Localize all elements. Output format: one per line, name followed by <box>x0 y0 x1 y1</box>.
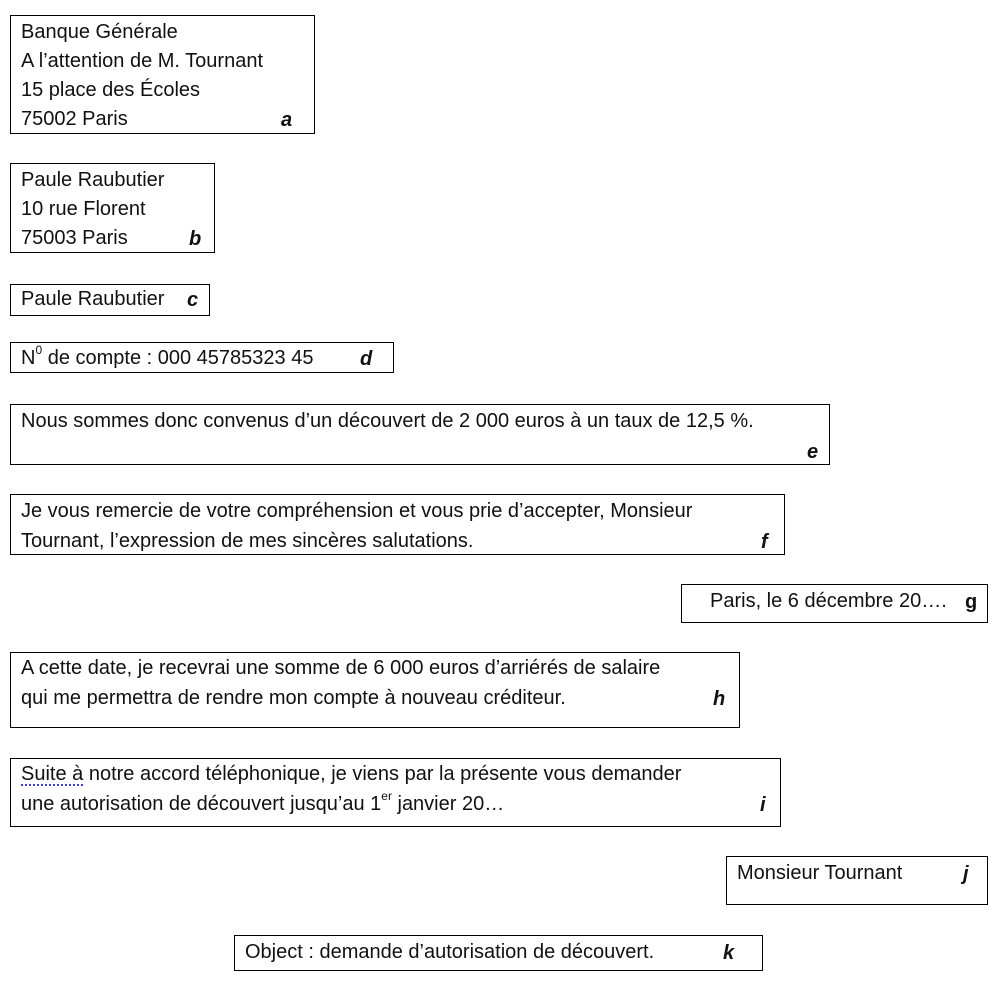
box-tag-g: g <box>965 591 978 613</box>
box-tag-h: h <box>713 688 726 710</box>
request-line-1 <box>21 762 681 786</box>
sender-address-box <box>10 163 215 253</box>
subject-text: Object : demande d’autorisation de découvert. <box>245 941 655 963</box>
salutation-text: Monsieur Tournant <box>737 862 903 884</box>
request-line-2-post: janvier 20… <box>391 793 505 815</box>
request-line-2 <box>21 789 505 816</box>
account-number <box>21 343 314 370</box>
salary-arrears-box <box>10 652 740 728</box>
box-tag-b: b <box>189 228 202 250</box>
request-line-2-pre: une autorisation de découvert jusqu’au 1 <box>21 793 382 815</box>
recipient-line-1: Banque Générale <box>21 21 178 43</box>
closing-formula-box <box>10 494 785 555</box>
sender-line-3: 75003 Paris <box>21 227 128 249</box>
box-tag-c: c <box>187 289 199 311</box>
subject-box <box>234 935 763 971</box>
request-line-2-superscript: er <box>381 789 392 804</box>
signature-name: Paule Raubutier <box>21 288 165 310</box>
box-tag-a: a <box>281 109 293 131</box>
box-tag-i: i <box>760 794 766 816</box>
recipient-line-4: 75002 Paris <box>21 108 128 130</box>
closing-line-2: Tournant, l’expression de mes sincères salutations. <box>21 530 474 552</box>
sender-line-2: 10 rue Florent <box>21 198 146 220</box>
box-tag-j: j <box>963 863 969 885</box>
salutation-box <box>726 856 988 905</box>
box-tag-f: f <box>761 531 768 553</box>
account-n-superscript: 0 <box>35 343 43 358</box>
account-number-text: de compte : 000 45785323 45 <box>42 347 314 369</box>
recipient-line-3: 15 place des Écoles <box>21 79 201 101</box>
arrears-line-2: qui me permettra de rendre mon compte à nouveau créditeur. <box>21 687 566 709</box>
spellcheck-underlined-text: Suite à <box>21 763 84 785</box>
request-line-1-rest: notre accord téléphonique, je viens par la présente vous demander <box>83 763 682 785</box>
box-tag-d: d <box>360 348 373 370</box>
account-number-box <box>10 342 394 373</box>
overdraft-request-box <box>10 758 781 827</box>
box-tag-e: e <box>807 441 819 463</box>
sender-line-1: Paule Raubutier <box>21 169 165 191</box>
signature-box <box>10 284 210 316</box>
date-box <box>681 584 988 623</box>
box-tag-k: k <box>723 942 735 964</box>
recipient-address-box <box>10 15 315 134</box>
arrears-line-1: A cette date, je recevrai une somme de 6 000 euros d’arriérés de salaire <box>21 657 661 679</box>
date-text: Paris, le 6 décembre 20…. <box>710 590 947 612</box>
closing-line-1: Je vous remercie de votre compréhension et vous prie d’accepter, Monsieur <box>21 500 693 522</box>
agreement-box <box>10 404 830 465</box>
account-n-letter: N <box>21 347 36 369</box>
agreement-text: Nous sommes donc convenus d’un découvert de 2 000 euros à un taux de 12,5 %. <box>21 410 754 432</box>
recipient-line-2: A l’attention de M. Tournant <box>21 50 264 72</box>
